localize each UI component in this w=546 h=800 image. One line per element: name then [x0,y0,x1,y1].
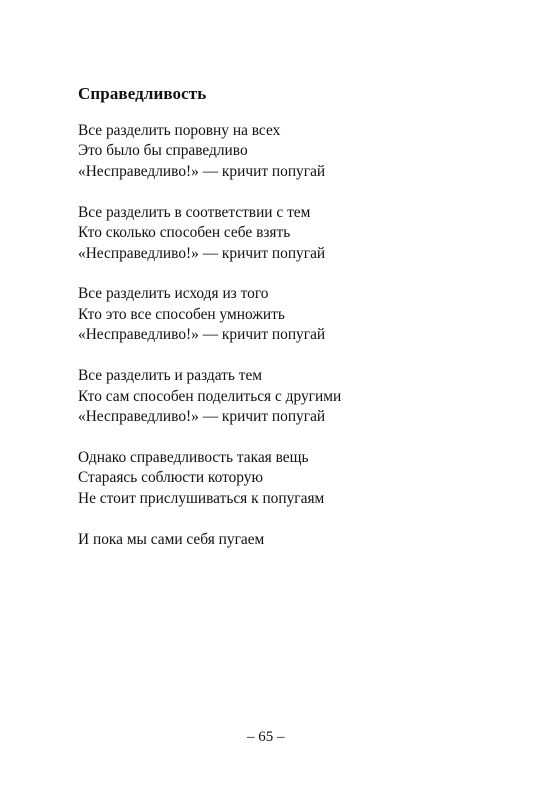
poem-line: Все разделить исходя из того [78,285,269,303]
poem-title: Справедливость [78,84,207,103]
poem-line: «Несправедливо!» — кричит попугай [78,407,326,425]
stanza-1 [78,121,341,182]
poem-line: Стараясь соблюсти которую [78,469,263,487]
poem-line: Однако справедливость такая вещь [78,448,309,466]
stanza-4 [78,366,341,427]
poem-line: Не стоит прислушиваться к попугаям [78,489,325,507]
stanza-5 [78,448,341,509]
poem-line: Это было бы справедливо [78,142,248,160]
poem-line: «Несправедливо!» — кричит попугай [78,244,326,262]
poem-line: Все разделить и раздать тем [78,367,263,385]
poem-body [78,121,341,571]
poem-line: Кто сам способен поделиться с другими [78,387,342,405]
poem-line: И пока мы сами себя пугаем [78,530,265,548]
poem-line: «Несправедливо!» — кричит попугай [78,326,326,344]
book-page [78,0,518,800]
stanza-6 [78,530,341,550]
page-number: – 65 – [247,729,285,745]
poem-line: Все разделить поровну на всех [78,122,281,139]
stanza-2 [78,203,341,264]
stanza-3 [78,284,341,345]
poem-line: Все разделить в соответствии с тем [78,203,311,221]
poem-line: Кто сколько способен себе взять [78,224,291,242]
poem-line: «Несправедливо!» — кричит попугай [78,162,326,180]
poem-line: Кто это все способен умножить [78,305,285,323]
